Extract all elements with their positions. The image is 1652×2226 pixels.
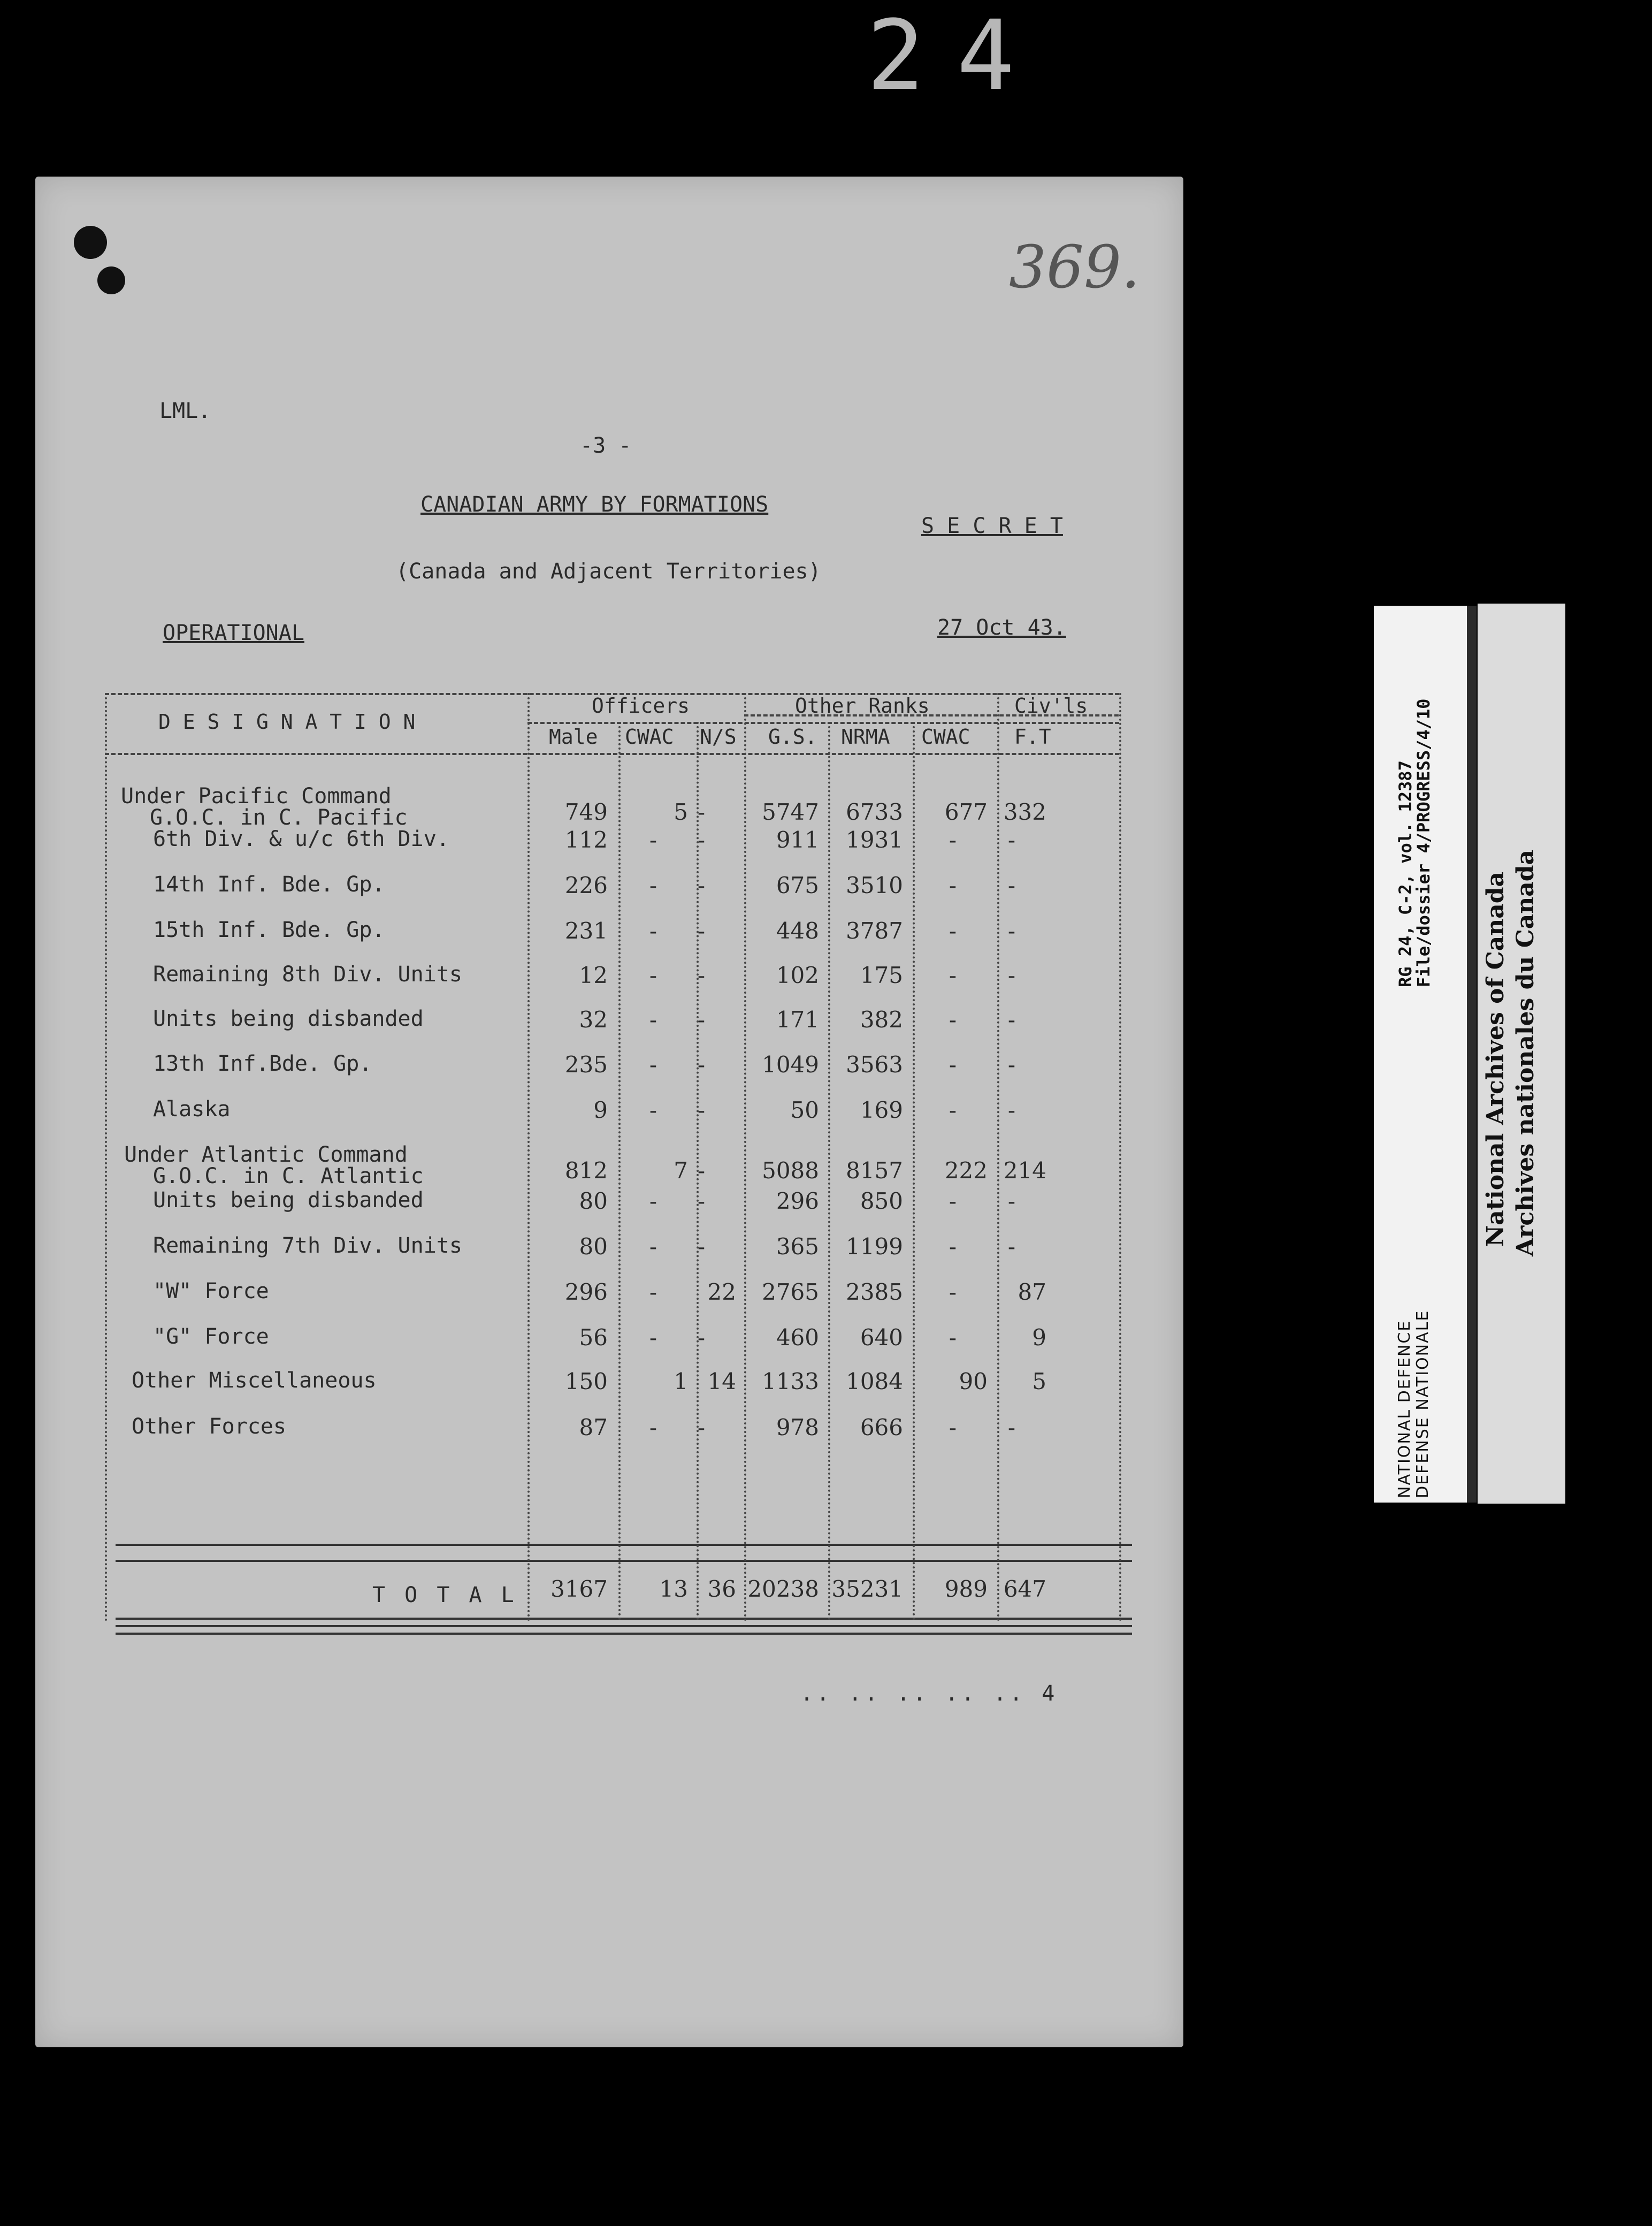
row-value: -: [697, 1097, 706, 1123]
row-value: 5747: [762, 799, 819, 825]
row-value: 102: [776, 962, 819, 988]
row-value: 12: [579, 962, 608, 988]
subheader-ft: F.T: [1014, 725, 1051, 749]
row-value: 171: [776, 1007, 819, 1033]
document-page: [35, 177, 1183, 2047]
total-value: 36: [707, 1576, 736, 1602]
row-value: -: [949, 1414, 957, 1440]
header-other-ranks: Other Ranks: [795, 694, 930, 718]
row-value: -: [697, 1007, 706, 1033]
subheader-nrma: NRMA: [841, 725, 890, 749]
row-designation: Remaining 7th Div. Units: [153, 1233, 462, 1258]
label-archives-nationales: Archives nationales du Canada: [1512, 849, 1539, 1256]
subtitle: (Canada and Adjacent Territories): [396, 559, 821, 584]
label-defense-nationale: DEFENSE NATIONALE: [1413, 1309, 1432, 1498]
row-value: 9: [593, 1097, 608, 1123]
row-value: 80: [579, 1188, 608, 1214]
row-value: 14: [707, 1368, 736, 1394]
initials: LML.: [159, 399, 211, 423]
header-officers: Officers: [592, 694, 690, 718]
subheader-officer-cwac: CWAC: [625, 725, 674, 749]
row-value: 87: [579, 1414, 608, 1440]
total-value: 20238: [747, 1576, 819, 1602]
row-value: 80: [579, 1233, 608, 1260]
row-designation: Remaining 8th Div. Units: [153, 962, 462, 987]
row-designation: 13th Inf.Bde. Gp.: [153, 1051, 372, 1076]
row-value: 32: [579, 1007, 608, 1033]
row-designation: 14th Inf. Bde. Gp.: [153, 872, 385, 897]
row-value: -: [1007, 918, 1016, 944]
row-value: -: [949, 872, 957, 898]
row-value: -: [1007, 1007, 1016, 1033]
row-value: 911: [776, 827, 819, 853]
row-value: 1049: [762, 1051, 819, 1078]
total-value: 13: [659, 1576, 688, 1602]
row-value: -: [697, 872, 706, 898]
subheader-ns: N/S: [700, 725, 737, 749]
row-designation: Units being disbanded: [153, 1007, 424, 1031]
row-value: -: [949, 1007, 957, 1033]
row-designation: Alaska: [153, 1097, 231, 1122]
row-value: -: [697, 1233, 706, 1260]
row-designation-sub: G.O.C. in C. Atlantic: [153, 1164, 424, 1188]
row-value: 666: [860, 1414, 903, 1440]
row-value: 5: [1032, 1368, 1046, 1394]
row-value: 382: [860, 1007, 903, 1033]
row-value: -: [949, 827, 957, 853]
document-title: CANADIAN ARMY BY FORMATIONS: [420, 492, 769, 517]
row-value: 1133: [762, 1368, 819, 1394]
row-value: -: [949, 1233, 957, 1260]
row-designation: Other Miscellaneous: [132, 1368, 377, 1393]
label-record-group: RG 24, C-2, vol. 12387: [1395, 760, 1416, 987]
row-value: -: [697, 827, 706, 853]
row-value: -: [649, 827, 657, 853]
row-value: 231: [564, 918, 608, 944]
row-value: -: [649, 1188, 657, 1214]
row-value: 2765: [762, 1279, 819, 1305]
row-value: -: [697, 918, 706, 944]
label-divider: [1467, 606, 1477, 1503]
row-value: 749: [564, 799, 608, 825]
row-value: 9: [1032, 1324, 1046, 1351]
total-value: 3167: [550, 1576, 608, 1602]
row-value: 7: [674, 1157, 688, 1184]
row-value: -: [649, 1051, 657, 1078]
punch-hole: [97, 266, 125, 294]
row-value: -: [1007, 1233, 1016, 1260]
row-value: 3563: [846, 1051, 903, 1078]
row-designation: "G" Force: [153, 1324, 269, 1349]
row-value: 1199: [846, 1233, 903, 1260]
row-value: -: [1007, 1414, 1016, 1440]
label-national-archives: National Archives of Canada: [1482, 871, 1509, 1247]
row-value: 3510: [846, 872, 903, 898]
total-value: 647: [1003, 1576, 1046, 1602]
row-value: 460: [776, 1324, 819, 1351]
row-value: -: [649, 1414, 657, 1440]
row-value: -: [697, 799, 706, 825]
label-file-dossier: File/dossier 4/PROGRESS/4/10: [1413, 698, 1434, 987]
row-value: 1931: [846, 827, 903, 853]
designation-header: D E S I G N A T I O N: [158, 710, 416, 734]
row-value: 8157: [846, 1157, 903, 1184]
row-value: -: [697, 962, 706, 988]
row-value: 5: [674, 799, 688, 825]
row-value: -: [649, 872, 657, 898]
row-designation: Under Atlantic Command: [124, 1142, 408, 1167]
row-value: -: [1007, 962, 1016, 988]
row-value: -: [949, 1324, 957, 1351]
formations-table: [105, 693, 1121, 1645]
row-value: -: [649, 1279, 657, 1305]
row-value: 56: [579, 1324, 608, 1351]
row-value: 1: [674, 1368, 688, 1394]
page-marker: -3 -: [580, 433, 632, 458]
subheader-male: Male: [549, 725, 598, 749]
row-value: -: [1007, 872, 1016, 898]
label-national-defence: NATIONAL DEFENCE: [1395, 1320, 1414, 1498]
frame-number: 24: [867, 0, 1047, 112]
row-value: 296: [564, 1279, 608, 1305]
row-designation: Units being disbanded: [153, 1188, 424, 1213]
row-value: -: [949, 1097, 957, 1123]
row-value: 87: [1018, 1279, 1046, 1305]
row-designation: Under Pacific Command: [121, 784, 392, 809]
classification: S E C R E T: [921, 514, 1063, 538]
row-value: -: [649, 1233, 657, 1260]
row-value: -: [649, 1007, 657, 1033]
row-value: 169: [860, 1097, 903, 1123]
row-value: 677: [944, 799, 988, 825]
row-designation: "W" Force: [153, 1279, 269, 1303]
subheader-or-cwac: CWAC: [921, 725, 970, 749]
row-value: 214: [1003, 1157, 1046, 1184]
row-designation: 15th Inf. Bde. Gp.: [153, 918, 385, 942]
total-label: T O T A L: [372, 1583, 517, 1607]
row-value: 1084: [846, 1368, 903, 1394]
row-value: -: [697, 1414, 706, 1440]
row-value: -: [649, 962, 657, 988]
continuation-marker: .. .. .. .. .. 4: [800, 1681, 1058, 1706]
row-value: -: [1007, 1188, 1016, 1214]
row-value: -: [1007, 1097, 1016, 1123]
row-value: -: [1007, 1051, 1016, 1078]
row-value: 175: [860, 962, 903, 988]
row-designation-sub: G.O.C. in C. Pacific: [150, 805, 408, 830]
row-value: -: [649, 1097, 657, 1123]
row-value: 296: [776, 1188, 819, 1214]
row-value: 448: [776, 918, 819, 944]
row-value: 365: [776, 1233, 819, 1260]
row-value: -: [949, 1279, 957, 1305]
row-value: 3787: [846, 918, 903, 944]
row-value: 5088: [762, 1157, 819, 1184]
document-date: 27 Oct 43.: [937, 615, 1066, 640]
row-value: 50: [790, 1097, 819, 1123]
row-designation: Other Forces: [132, 1414, 286, 1439]
row-value: -: [697, 1157, 706, 1184]
row-value: -: [949, 1188, 957, 1214]
total-value: 35231: [831, 1576, 903, 1602]
row-value: -: [1007, 827, 1016, 853]
row-value: 640: [860, 1324, 903, 1351]
punch-hole: [74, 226, 107, 259]
row-value: 90: [959, 1368, 988, 1394]
row-value: 675: [776, 872, 819, 898]
row-value: -: [949, 962, 957, 988]
row-value: 150: [564, 1368, 608, 1394]
row-value: 235: [564, 1051, 608, 1078]
row-value: 850: [860, 1188, 903, 1214]
row-value: 22: [707, 1279, 736, 1305]
subheader-gs: G.S.: [768, 725, 817, 749]
row-value: 2385: [846, 1279, 903, 1305]
row-value: -: [697, 1051, 706, 1078]
category: OPERATIONAL: [163, 621, 304, 645]
row-value: -: [697, 1324, 706, 1351]
header-civilians: Civ'ls: [1014, 694, 1088, 718]
row-value: 6733: [846, 799, 903, 825]
handwritten-page-number: 369.: [1009, 233, 1140, 301]
row-value: 222: [944, 1157, 988, 1184]
row-value: -: [949, 1051, 957, 1078]
row-designation: 6th Div. & u/c 6th Div.: [153, 827, 449, 851]
row-value: 978: [776, 1414, 819, 1440]
total-value: 989: [944, 1576, 988, 1602]
row-value: -: [697, 1188, 706, 1214]
row-value: 332: [1003, 799, 1046, 825]
row-value: -: [649, 1324, 657, 1351]
row-value: -: [949, 918, 957, 944]
row-value: 112: [564, 827, 608, 853]
row-value: 226: [564, 872, 608, 898]
row-value: -: [649, 918, 657, 944]
row-value: 812: [564, 1157, 608, 1184]
